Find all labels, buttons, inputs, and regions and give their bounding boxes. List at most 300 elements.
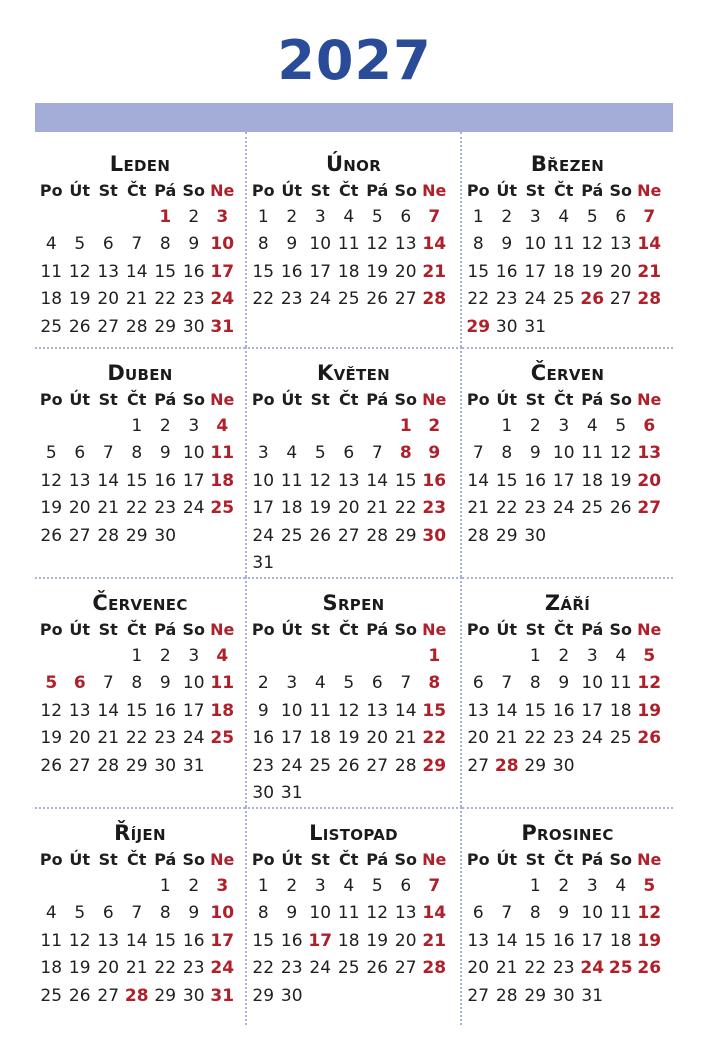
day-cell: 18	[337, 261, 360, 282]
day-cell: 16	[495, 261, 518, 282]
day-cell: 1	[529, 876, 541, 896]
day-cell: 19	[309, 498, 332, 519]
day-cell: 19	[637, 700, 662, 721]
day-cell: 1	[159, 207, 172, 227]
weekday-header: St	[310, 620, 330, 639]
day-cell: 9	[286, 234, 298, 255]
day-cell: 19	[40, 498, 63, 519]
month-block	[462, 132, 673, 347]
week-row	[35, 204, 245, 231]
day-cell	[420, 780, 449, 807]
weekday-header: St	[98, 620, 118, 639]
day-cell: 11	[609, 673, 632, 694]
day-cell: 4	[314, 673, 326, 694]
day-cell: 8	[159, 234, 171, 255]
day-cell: 17	[552, 470, 575, 491]
weekday-header: Ne	[210, 390, 235, 409]
week-row	[35, 955, 245, 982]
day-cell	[392, 983, 421, 1010]
month-row	[35, 577, 673, 807]
day-cell: 8	[529, 673, 541, 694]
weekday-header: So	[609, 620, 632, 639]
weekday-header-row	[462, 617, 673, 643]
day-cell: 10	[552, 443, 575, 464]
day-cell	[635, 983, 664, 1010]
day-cell: 22	[125, 728, 148, 749]
day-cell: 28	[97, 755, 120, 776]
day-cell	[37, 413, 66, 440]
day-cell: 20	[467, 958, 490, 979]
day-cell: 29	[125, 755, 148, 776]
weekday-header: Út	[69, 181, 91, 200]
month-name: Říjen	[114, 821, 166, 845]
day-cell: 3	[314, 207, 326, 227]
day-cell: 23	[252, 755, 275, 776]
day-cell	[335, 983, 364, 1010]
weekday-header: St	[525, 181, 545, 200]
weekday-header: Pá	[366, 850, 389, 869]
week-row	[462, 725, 673, 752]
day-cell: 18	[40, 958, 63, 979]
day-cell: 27	[97, 316, 120, 337]
day-cell: 29	[495, 525, 518, 546]
day-cell: 5	[643, 646, 656, 666]
day-cell: 28	[637, 289, 662, 310]
week-row	[247, 468, 460, 495]
week-row	[462, 523, 673, 550]
weekday-header: So	[182, 390, 205, 409]
weekday-header: Ne	[637, 390, 662, 409]
day-cell	[123, 204, 152, 231]
day-cell: 24	[580, 958, 605, 979]
day-cell	[66, 204, 95, 231]
day-cell: 9	[159, 673, 171, 694]
weekday-header: Pá	[154, 850, 177, 869]
day-cell: 17	[581, 930, 604, 951]
day-cell: 8	[428, 673, 441, 694]
day-cell: 14	[495, 700, 518, 721]
day-cell	[464, 873, 493, 900]
day-cell: 17	[182, 700, 205, 721]
day-cell: 31	[252, 552, 275, 573]
week-row	[247, 725, 460, 752]
day-cell: 4	[216, 416, 229, 436]
weekday-header: Út	[496, 620, 518, 639]
day-cell: 31	[581, 985, 604, 1006]
day-cell: 25	[337, 289, 360, 310]
day-cell: 2	[558, 876, 570, 896]
day-cell: 30	[552, 985, 575, 1006]
weekday-header: Po	[39, 390, 63, 409]
week-row	[247, 231, 460, 258]
day-cell: 25	[552, 289, 575, 310]
day-cell: 7	[428, 876, 441, 896]
weekday-header: So	[394, 390, 417, 409]
month-row	[35, 132, 673, 347]
month-block	[462, 807, 673, 1025]
weekday-header: Ne	[422, 620, 447, 639]
day-cell: 27	[337, 525, 360, 546]
weekday-header: Út	[281, 181, 303, 200]
day-cell: 12	[40, 700, 63, 721]
day-cell: 21	[125, 289, 148, 310]
day-cell: 5	[586, 207, 598, 227]
day-cell: 21	[467, 498, 490, 519]
day-cell: 21	[394, 728, 417, 749]
day-cell: 16	[252, 728, 275, 749]
day-cell: 5	[371, 876, 383, 896]
day-cell	[306, 413, 335, 440]
day-cell: 3	[586, 876, 598, 896]
day-cell: 16	[182, 261, 205, 282]
day-cell: 8	[131, 673, 143, 694]
day-cell: 4	[286, 443, 298, 464]
day-cell	[635, 314, 664, 341]
week-row	[247, 204, 460, 231]
weekday-header: Ne	[210, 850, 235, 869]
day-cell: 15	[154, 261, 177, 282]
day-cell: 13	[68, 470, 91, 491]
weekday-header: Čt	[127, 181, 147, 200]
calendar-grid	[35, 132, 673, 1025]
day-cell: 12	[609, 443, 632, 464]
day-cell: 29	[125, 525, 148, 546]
day-cell: 7	[102, 673, 114, 694]
month-block	[35, 577, 245, 807]
day-cell: 5	[314, 443, 326, 464]
day-cell: 18	[210, 470, 235, 491]
day-cell: 28	[422, 958, 447, 979]
day-cell: 5	[615, 416, 627, 436]
day-cell: 15	[125, 700, 148, 721]
day-cell: 4	[45, 903, 57, 924]
day-cell: 11	[40, 261, 63, 282]
weekday-header: Čt	[127, 390, 147, 409]
day-cell: 21	[422, 930, 447, 951]
day-cell: 6	[400, 207, 412, 227]
day-cell: 25	[40, 316, 63, 337]
day-cell	[278, 413, 307, 440]
day-cell: 2	[286, 207, 298, 227]
weekday-header: So	[394, 620, 417, 639]
day-cell: 25	[40, 985, 63, 1006]
week-row	[462, 286, 673, 313]
week-row	[462, 873, 673, 900]
weekday-header: St	[98, 390, 118, 409]
day-cell: 9	[558, 903, 570, 924]
day-cell: 17	[182, 470, 205, 491]
weekday-header: Čt	[127, 850, 147, 869]
day-cell	[392, 643, 421, 670]
day-cell: 10	[581, 673, 604, 694]
day-cell: 11	[337, 234, 360, 255]
day-cell: 24	[210, 958, 235, 979]
weekday-header: So	[182, 181, 205, 200]
week-row	[462, 670, 673, 697]
week-row	[35, 698, 245, 725]
day-cell: 25	[337, 958, 360, 979]
day-cell: 12	[366, 903, 389, 924]
month-name: Březen	[530, 152, 605, 176]
day-cell: 19	[337, 728, 360, 749]
day-cell: 25	[210, 498, 235, 519]
day-cell: 20	[467, 728, 490, 749]
day-cell: 25	[309, 755, 332, 776]
day-cell	[635, 523, 664, 550]
day-cell	[578, 523, 607, 550]
weekday-header: Po	[466, 850, 490, 869]
day-cell: 26	[337, 755, 360, 776]
day-cell: 14	[97, 700, 120, 721]
day-cell: 5	[45, 443, 57, 464]
day-cell: 2	[286, 876, 298, 896]
day-cell: 22	[154, 289, 177, 310]
day-cell: 30	[182, 985, 205, 1006]
day-cell: 28	[366, 525, 389, 546]
day-cell	[464, 413, 493, 440]
day-cell: 17	[210, 930, 235, 951]
day-cell: 10	[252, 470, 275, 491]
day-cell: 16	[552, 930, 575, 951]
weekday-header: So	[609, 850, 632, 869]
day-cell: 14	[125, 930, 148, 951]
day-cell: 14	[495, 930, 518, 951]
day-cell: 8	[501, 443, 513, 464]
day-cell	[607, 983, 636, 1010]
day-cell: 8	[131, 443, 143, 464]
day-cell: 12	[637, 903, 662, 924]
day-cell: 11	[337, 903, 360, 924]
month-name: Leden	[109, 152, 171, 176]
day-cell	[335, 643, 364, 670]
day-cell	[278, 550, 307, 577]
day-cell	[208, 523, 237, 550]
day-cell: 6	[102, 234, 114, 255]
day-cell	[635, 753, 664, 780]
day-cell: 18	[309, 728, 332, 749]
week-row	[462, 440, 673, 467]
month-name: Srpen	[322, 591, 385, 615]
weekday-header: So	[394, 850, 417, 869]
week-row	[247, 413, 460, 440]
day-cell: 24	[280, 755, 303, 776]
day-cell: 19	[366, 930, 389, 951]
day-cell: 22	[154, 958, 177, 979]
day-cell: 16	[154, 700, 177, 721]
day-cell: 18	[552, 261, 575, 282]
day-cell: 15	[125, 470, 148, 491]
month-block	[245, 347, 462, 577]
day-cell: 24	[309, 958, 332, 979]
day-cell: 4	[586, 416, 598, 436]
day-cell: 10	[182, 443, 205, 464]
day-cell	[392, 780, 421, 807]
day-cell: 23	[552, 728, 575, 749]
weekday-header: St	[310, 181, 330, 200]
day-cell: 16	[280, 261, 303, 282]
weekday-header: Po	[251, 850, 275, 869]
day-cell	[208, 753, 237, 780]
day-cell: 1	[472, 207, 484, 227]
day-cell: 24	[210, 289, 235, 310]
day-cell	[493, 873, 522, 900]
day-cell: 20	[97, 289, 120, 310]
day-cell: 22	[524, 958, 547, 979]
day-cell: 20	[366, 728, 389, 749]
weekday-header: Čt	[554, 850, 574, 869]
weekday-header: Čt	[554, 181, 574, 200]
day-cell: 30	[252, 782, 275, 803]
day-cell: 26	[366, 289, 389, 310]
day-cell: 13	[68, 700, 91, 721]
day-cell: 27	[467, 985, 490, 1006]
weekday-header-row	[462, 847, 673, 873]
day-cell: 24	[252, 525, 275, 546]
day-cell: 8	[399, 443, 412, 464]
day-cell: 24	[309, 289, 332, 310]
day-cell	[180, 523, 209, 550]
day-cell: 11	[309, 700, 332, 721]
day-cell: 20	[637, 470, 662, 491]
day-cell	[335, 780, 364, 807]
day-cell: 1	[428, 646, 441, 666]
day-cell: 4	[558, 207, 570, 227]
day-cell: 26	[40, 525, 63, 546]
day-cell: 14	[394, 700, 417, 721]
day-cell	[363, 413, 392, 440]
day-cell: 7	[131, 234, 143, 255]
week-row	[462, 983, 673, 1010]
day-cell: 23	[495, 289, 518, 310]
day-cell: 17	[309, 261, 332, 282]
day-cell: 17	[581, 700, 604, 721]
day-cell	[37, 643, 66, 670]
day-cell: 2	[558, 646, 570, 666]
month-block	[245, 807, 462, 1025]
day-cell: 1	[131, 646, 143, 666]
day-cell: 15	[394, 470, 417, 491]
weekday-header-row	[35, 178, 245, 204]
weekday-header: St	[98, 850, 118, 869]
day-cell: 3	[216, 876, 229, 896]
day-cell: 26	[40, 755, 63, 776]
day-cell: 5	[371, 207, 383, 227]
weekday-header-row	[35, 387, 245, 413]
day-cell: 3	[586, 646, 598, 666]
month-block	[462, 347, 673, 577]
day-cell: 4	[45, 234, 57, 255]
weekday-header: Po	[466, 620, 490, 639]
day-cell: 20	[68, 728, 91, 749]
weekday-header: Út	[69, 390, 91, 409]
day-cell: 10	[309, 234, 332, 255]
day-cell: 3	[558, 416, 570, 436]
day-cell: 17	[210, 261, 235, 282]
day-cell: 29	[524, 985, 547, 1006]
day-cell: 19	[581, 261, 604, 282]
day-cell: 20	[394, 930, 417, 951]
weekday-header: St	[525, 620, 545, 639]
day-cell: 13	[394, 234, 417, 255]
day-cell	[363, 643, 392, 670]
day-cell: 14	[467, 470, 490, 491]
day-cell: 1	[159, 876, 171, 896]
day-cell: 18	[280, 498, 303, 519]
day-cell: 12	[366, 234, 389, 255]
day-cell: 31	[210, 985, 235, 1006]
day-cell: 29	[422, 755, 447, 776]
week-row	[462, 698, 673, 725]
weekday-header: Út	[281, 850, 303, 869]
day-cell: 23	[154, 498, 177, 519]
day-cell: 9	[529, 443, 541, 464]
day-cell	[249, 413, 278, 440]
day-cell: 17	[280, 728, 303, 749]
weekday-header: Po	[466, 181, 490, 200]
day-cell: 28	[97, 525, 120, 546]
weekday-header-row	[462, 178, 673, 204]
weekday-header: So	[609, 181, 632, 200]
month-block	[462, 577, 673, 807]
day-cell	[123, 873, 152, 900]
day-cell: 27	[609, 289, 632, 310]
day-cell	[550, 523, 579, 550]
day-cell: 15	[467, 261, 490, 282]
day-cell: 22	[394, 498, 417, 519]
day-cell	[607, 314, 636, 341]
week-row	[462, 231, 673, 258]
day-cell: 28	[125, 316, 148, 337]
week-row	[462, 314, 673, 341]
month-block	[245, 132, 462, 347]
day-cell	[363, 983, 392, 1010]
day-cell: 27	[366, 755, 389, 776]
day-cell	[249, 643, 278, 670]
day-cell: 30	[495, 316, 518, 337]
day-cell: 15	[252, 261, 275, 282]
day-cell: 28	[124, 985, 149, 1006]
day-cell: 14	[97, 470, 120, 491]
weekday-header: Ne	[637, 620, 662, 639]
day-cell	[306, 550, 335, 577]
day-cell: 24	[552, 498, 575, 519]
day-cell: 6	[643, 416, 656, 436]
day-cell: 26	[609, 498, 632, 519]
day-cell	[306, 780, 335, 807]
day-cell: 15	[422, 700, 447, 721]
day-cell: 4	[615, 876, 627, 896]
day-cell	[392, 550, 421, 577]
day-cell: 9	[188, 234, 200, 255]
day-cell: 2	[257, 673, 269, 694]
weekday-header: Pá	[154, 390, 177, 409]
weekday-header: Út	[69, 850, 91, 869]
day-cell: 27	[97, 985, 120, 1006]
day-cell: 9	[257, 700, 269, 721]
year-title: 2027	[277, 29, 432, 92]
day-cell: 14	[125, 261, 148, 282]
day-cell: 29	[154, 316, 177, 337]
day-cell: 10	[309, 903, 332, 924]
week-row	[35, 468, 245, 495]
day-cell: 6	[400, 876, 412, 896]
day-cell	[578, 753, 607, 780]
week-row	[462, 413, 673, 440]
week-row	[35, 983, 245, 1010]
day-cell: 11	[210, 443, 235, 464]
day-cell: 27	[394, 958, 417, 979]
weekday-header: Čt	[339, 620, 359, 639]
